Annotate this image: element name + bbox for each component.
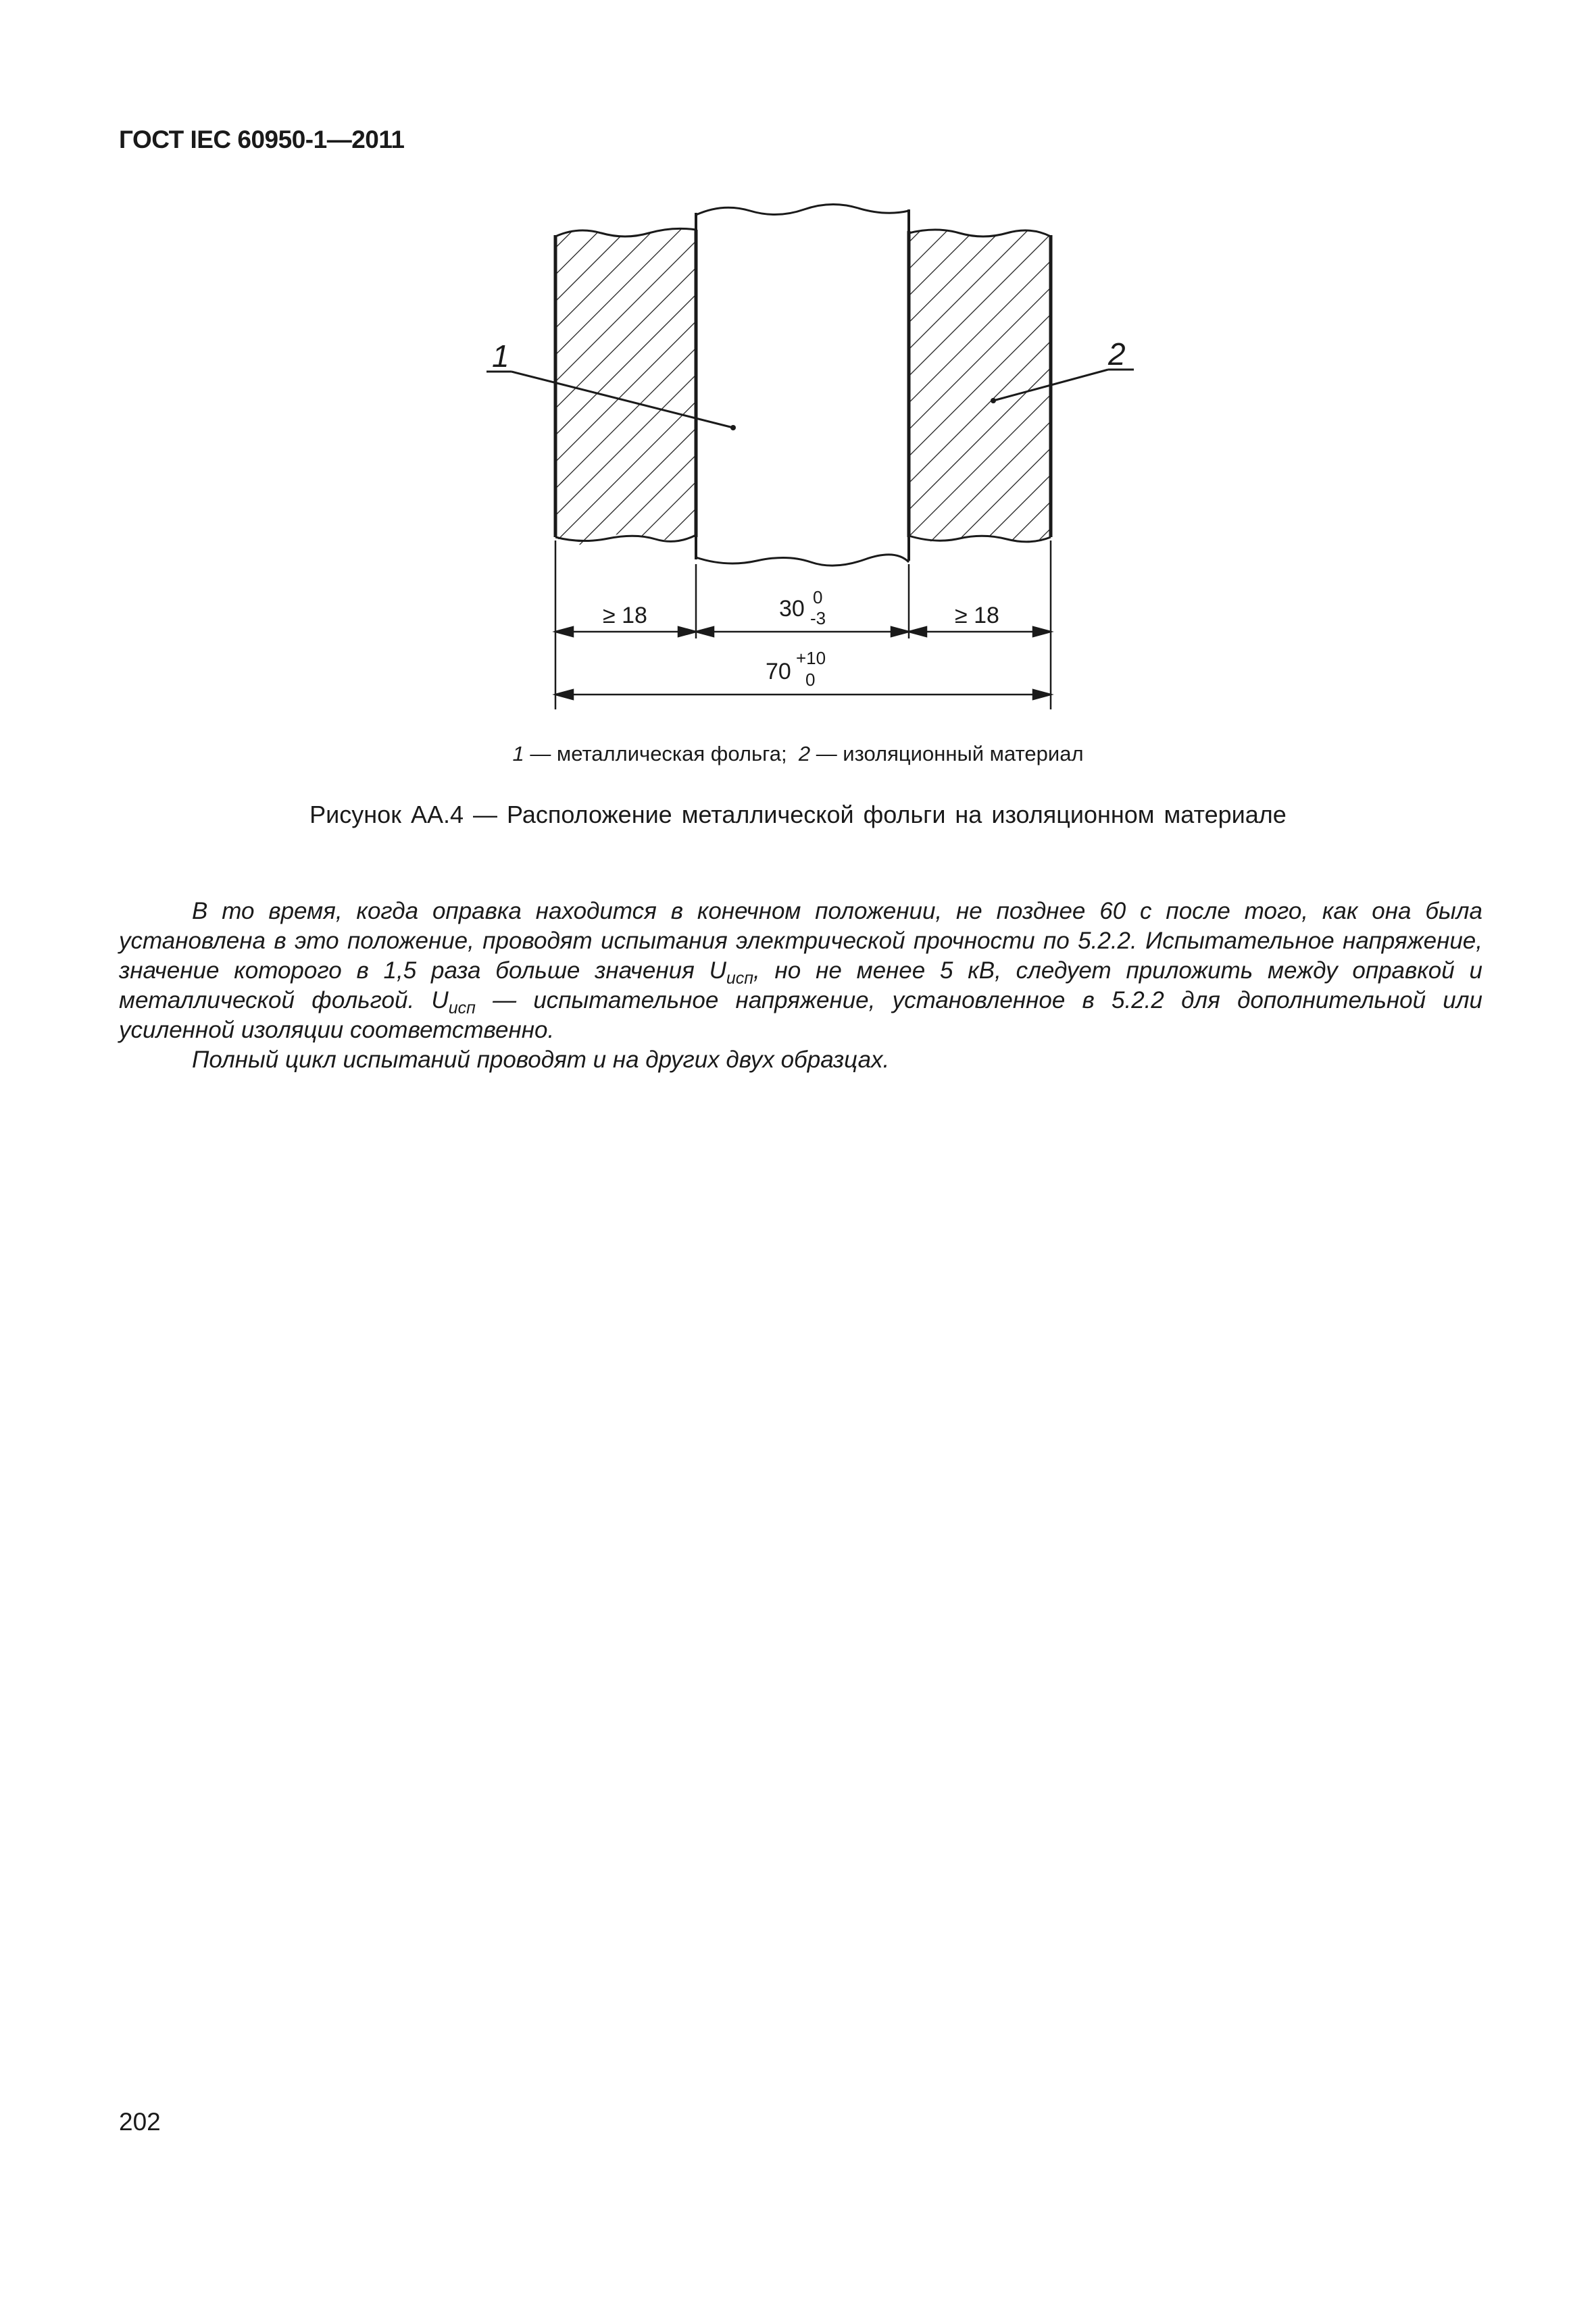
figure-aa4-drawing [0,0,1596,757]
page-number: 202 [119,2108,161,2136]
dimension-right-label: ≥ 18 [955,603,999,628]
callout-1-label: 1 [492,338,509,374]
body-text [119,897,1482,1075]
dimension-total-lower-tolerance: 0 [805,670,816,690]
paragraph-1: В то время, когда оправка находится в конечном положении, не позднее 60 с после того, как она была установлена в это положение, проводят испытания электрической прочности по 5.2.2. Испытательное напряжение, значение которого в 1,5 раза больше значения $U_{исп}$, но не менее 5 кВ, следует приложить между оправкой и металлической фольгой. $U_{исп}$ — испытательное напряжение, установленное в 5.2.2 для дополнительной или усиленной изоляции соответственно. [119,898,1482,1043]
dimension-row-2 [555,690,1051,699]
document-header: ГОСТ IEC 60950-1—2011 [119,126,405,153]
paragraph-2: Полный цикл испытаний проводят и на других двух образцах. [192,1047,890,1073]
legend-key-2: 2 [798,742,811,765]
dimension-row-1 [555,627,1051,636]
figure-caption: Рисунок АА.4 — Расположение металлической фольги на изоляционном материале [309,801,1287,828]
legend-text-1: — металлическая фольга; [524,742,799,765]
insulating-material-left [555,228,696,545]
legend-key-1: 1 [512,742,524,765]
dimension-total-value: 70 [766,659,791,684]
callout-2-label: 2 [1108,336,1126,372]
dimension-center-value: 30 [779,596,805,622]
dimension-left-label: ≥ 18 [603,603,647,628]
dimension-total-upper-tolerance: +10 [796,648,826,668]
figure-legend [0,742,1596,766]
insulating-material-right [909,230,1051,542]
dimension-center-upper-tolerance: 0 [813,587,823,607]
legend-text-2: — изоляционный материал [810,742,1084,765]
dimension-center-lower-tolerance: -3 [810,608,826,628]
metal-foil-center [696,204,909,565]
